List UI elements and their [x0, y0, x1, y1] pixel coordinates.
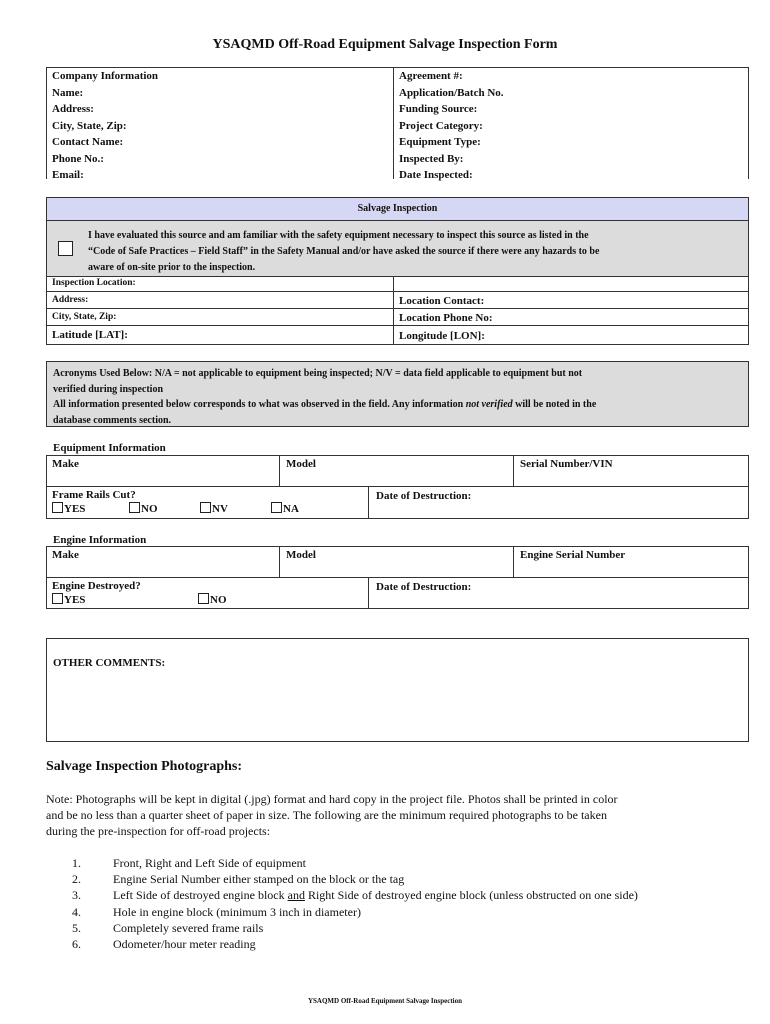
checkbox-icon[interactable]: [52, 502, 63, 513]
photo-note-line-1: Note: Photographs will be kept in digital (.jpg) format and hard copy in the project file. Photos shall be printed in color: [46, 792, 618, 806]
checkbox-icon[interactable]: [200, 502, 211, 513]
item-text: Odometer/hour meter reading: [113, 937, 256, 951]
engine-no-label: NO: [210, 594, 227, 606]
engine-yes-label: YES: [64, 594, 86, 606]
engine-information-heading: Engine Information: [53, 534, 147, 546]
engine-yes-option[interactable]: [52, 592, 85, 609]
equipment-type-label: Equipment Type:: [399, 136, 481, 148]
name-label: Name:: [52, 86, 84, 99]
equipment-table: [46, 455, 749, 519]
equipment-information-heading: Equipment Information: [53, 442, 166, 454]
acronyms-box: [46, 361, 749, 427]
acronyms-line-3: [53, 397, 596, 413]
checkbox-icon[interactable]: [198, 593, 209, 604]
and-underlined: and: [287, 888, 305, 902]
agreement-label: Agreement #:: [399, 70, 463, 82]
photo-note-line-3: during the pre-inspection for off-road projects:: [46, 824, 271, 838]
frame-no-label: NO: [141, 503, 158, 515]
contact-name-label: Contact Name:: [52, 136, 124, 148]
phone-label: Phone No.:: [52, 152, 104, 165]
address-label: Address:: [52, 103, 94, 115]
engine-no-option[interactable]: [198, 592, 227, 609]
other-comments-label: OTHER COMMENTS:: [53, 657, 166, 669]
checkbox-icon[interactable]: [52, 593, 63, 604]
item-text: Front, Right and Left Side of equipment: [113, 856, 306, 870]
engine-model-label: Model: [286, 549, 316, 561]
equipment-model-label: Model: [286, 458, 316, 470]
location-phone-label: Location Phone No:: [399, 312, 493, 324]
engine-serial-label: Engine Serial Number: [520, 549, 626, 561]
location-table: [46, 276, 749, 345]
frame-no-option[interactable]: [129, 501, 158, 518]
frame-na-label: NA: [283, 503, 299, 515]
item-text: Hole in engine block (minimum 3 inch in diameter): [113, 905, 361, 919]
item-number: 5.: [72, 921, 81, 935]
frame-nv-label: NV: [212, 503, 228, 515]
salvage-inspection-header: [46, 197, 749, 221]
other-comments-box[interactable]: [46, 638, 749, 742]
equipment-date-destruction-label: Date of Destruction:: [376, 490, 472, 502]
item-number: 2.: [72, 872, 81, 886]
engine-table: [46, 546, 749, 609]
statement-line-1: I have evaluated this source and am familiar with the safety equipment necessary to inspect this source as listed in the: [88, 230, 589, 241]
inspected-by-label: Inspected By:: [399, 152, 464, 165]
acronyms-line-3-start: All information presented below corresponds to what was observed in the field. Any information: [53, 399, 466, 410]
location-city-label: City, State, Zip:: [52, 312, 117, 322]
page-footer: YSAQMD Off-Road Equipment Salvage Inspection: [307, 997, 462, 1005]
item-text-end: Right Side of destroyed engine block (unless obstructed on one side): [304, 888, 638, 902]
equipment-make-label: Make: [52, 458, 79, 470]
funding-source-label: Funding Source:: [399, 103, 478, 115]
statement-line-2: “Code of Safe Practices – Field Staff” in the Safety Manual and/or have asked the source if there were any hazards to be: [88, 246, 600, 257]
acronyms-line-4: database comments section.: [53, 414, 172, 426]
engine-date-destruction-label: Date of Destruction:: [376, 581, 472, 593]
item-text: Completely severed frame rails: [113, 921, 264, 935]
safety-acknowledgement-checkbox[interactable]: [58, 241, 73, 256]
photo-note-line-2: and be no less than a quarter sheet of paper in size. The following are the minimum required photographs to be taken: [46, 808, 607, 822]
form-title: YSAQMD Off-Road Equipment Salvage Inspection Form: [212, 37, 558, 52]
safety-statement: [46, 220, 749, 277]
city-state-zip-label: City, State, Zip:: [52, 119, 127, 132]
longitude-label: Longitude [LON]:: [399, 330, 485, 342]
project-category-label: Project Category:: [399, 119, 483, 132]
frame-yes-label: YES: [64, 503, 86, 515]
statement-line-3: aware of on-site prior to the inspection.: [88, 262, 256, 273]
inspection-location-label: Inspection Location:: [52, 278, 136, 288]
item-number: 4.: [72, 905, 81, 919]
serial-vin-label: Serial Number/VIN: [520, 458, 613, 470]
salvage-inspection-title: Salvage Inspection: [357, 203, 438, 214]
engine-make-label: Make: [52, 549, 79, 561]
company-information-label: Company Information: [52, 70, 159, 82]
not-verified-emphasis: not verified: [465, 399, 513, 410]
acronyms-line-3-end: will be noted in the: [512, 399, 597, 410]
item-text: [113, 888, 638, 903]
checkbox-icon[interactable]: [271, 502, 282, 513]
photographs-heading: Salvage Inspection Photographs:: [46, 759, 243, 774]
email-label: Email:: [52, 169, 84, 181]
frame-na-option[interactable]: [271, 501, 299, 518]
application-batch-label: Application/Batch No.: [399, 86, 504, 99]
location-contact-label: Location Contact:: [399, 295, 485, 307]
date-inspected-label: Date Inspected:: [399, 169, 473, 181]
engine-destroyed-label: Engine Destroyed?: [52, 580, 141, 592]
item-text: Engine Serial Number either stamped on the block or the tag: [113, 872, 405, 886]
item-text-start: Left Side of destroyed engine block: [113, 888, 288, 902]
item-number: 1.: [72, 856, 81, 870]
latitude-label: Latitude [LAT]:: [52, 329, 128, 341]
frame-nv-option[interactable]: [200, 501, 228, 518]
acronyms-line-2: verified during inspection: [53, 383, 164, 395]
frame-yes-option[interactable]: [52, 501, 85, 518]
checkbox-icon[interactable]: [129, 502, 140, 513]
item-number: 6.: [72, 937, 81, 951]
location-address-label: Address:: [52, 295, 89, 305]
acronyms-line-1: Acronyms Used Below: N/A = not applicable to equipment being inspected; N/V = data field applicable to equipment but not: [53, 368, 583, 379]
item-number: 3.: [72, 888, 81, 902]
company-info-block: [46, 67, 749, 179]
frame-rails-cut-label: Frame Rails Cut?: [52, 489, 136, 501]
